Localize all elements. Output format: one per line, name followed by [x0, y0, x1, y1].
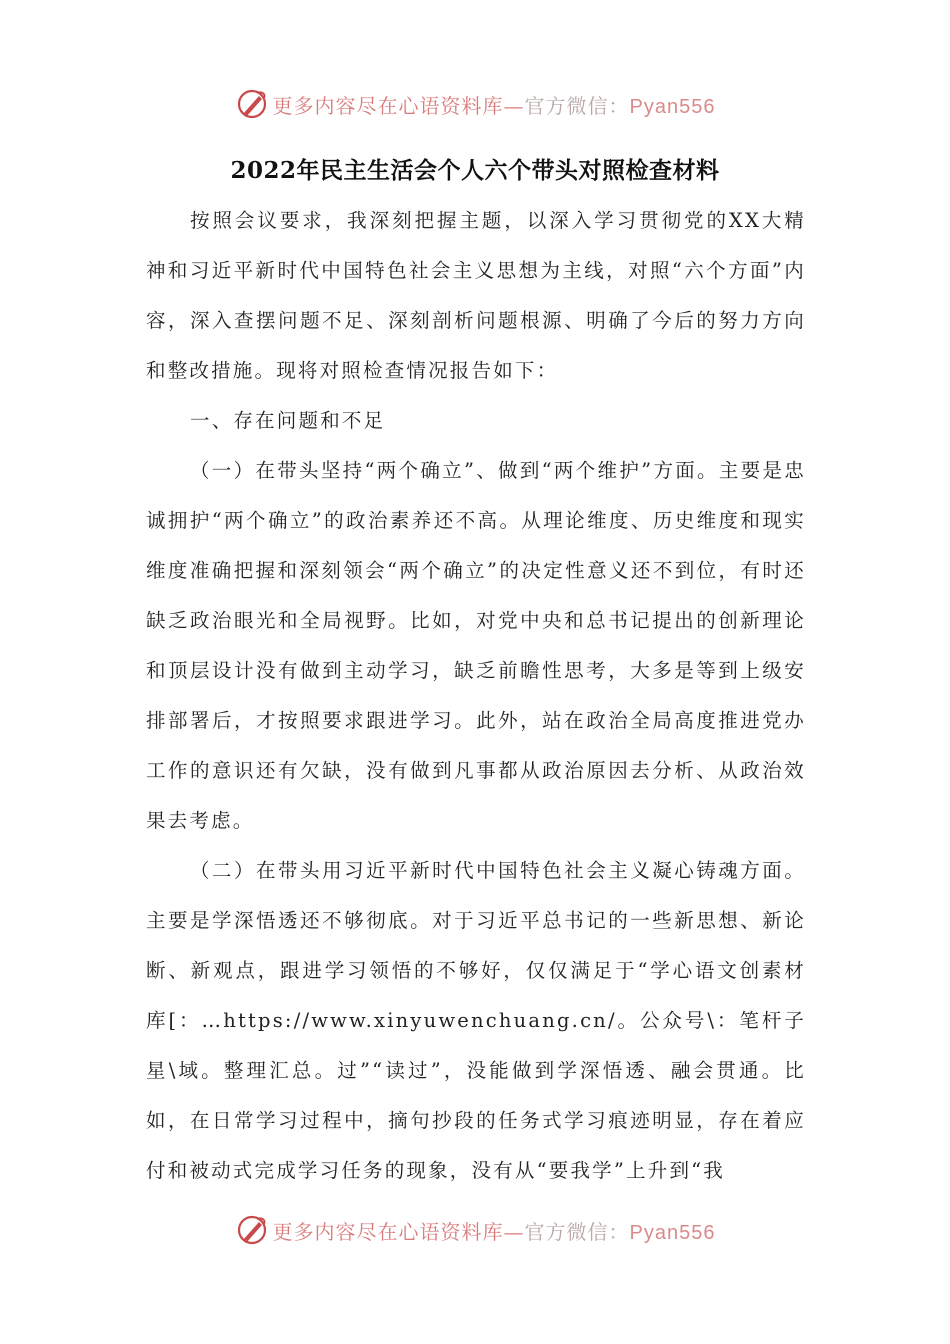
paragraph-point-1: （一）在带头坚持“两个确立”、做到“两个维护”方面。主要是忠诚拥护“两个确立”的政治素养还不高。从理论维度、历史维度和现实维度准确把握和深刻领会“两个确立”的决定性意义还不到位，有时还缺乏政治眼光和全局视野。比如，对党中央和总书记提出的创新理论和顶层设计没有做到主动学习，缺乏前瞻性思考，大多是等到上级安排部署后，才按照要求跟进学习。此外，站在政治全局高度推进党办工作的意识还有欠缺，没有做到凡事都从政治原因去分析、从政治效果去考虑。: [146, 459, 806, 832]
pen-logo-icon: [235, 1213, 269, 1247]
document-title: 2022年民主生活会个人六个带头对照检查材料: [230, 157, 720, 184]
banner-wechat-label: 官方微信：: [524, 1219, 630, 1244]
watermark-banner-top: [0, 84, 950, 124]
banner-text: [273, 90, 716, 119]
paragraph-intro: 按照会议要求，我深刻把握主题，以深入学习贯彻党的XX大精神和习近平新时代中国特色社会主义思想为主线，对照“六个方面”内容，深入查摆问题不足、深刻剖析问题根源、明确了今后的努力方向和整改措施。现将对照检查情况报告如下：: [146, 209, 806, 382]
banner-wechat-id: Pyan556: [629, 1221, 716, 1244]
banner-wechat-label: 官方微信：: [524, 93, 630, 118]
paragraph-point-2: （二）在带头用习近平新时代中国特色社会主义凝心铸魂方面。主要是学深悟透还不够彻底。对于习近平总书记的一些新思想、新论断、新观点，跟进学习领悟的不够好，仅仅满足于“学心语文创素材库[：…https://www.xinyuwenchuang.cn/。公众号\：笔杆子星\域。整理汇总。过”“读过”，没能做到学深悟透、融会贯通。比如，在日常学习过程中，摘句抄段的任务式学习痕迹明显，存在着应付和被动式完成学习任务的现象，没有从“要我学”上升到“我: [146, 859, 806, 1182]
banner-dash: —: [503, 93, 525, 118]
banner-dash: —: [503, 1219, 525, 1244]
document-body: [146, 196, 806, 1196]
pen-logo-icon: [235, 87, 269, 121]
banner-wechat-id: Pyan556: [629, 95, 716, 118]
banner-main-text: 更多内容尽在心语资料库: [272, 1219, 504, 1244]
watermark-banner-bottom: [0, 1210, 950, 1250]
section-heading: 一、存在问题和不足: [190, 409, 386, 432]
banner-main-text: 更多内容尽在心语资料库: [272, 93, 504, 118]
banner-text: [273, 1216, 716, 1245]
